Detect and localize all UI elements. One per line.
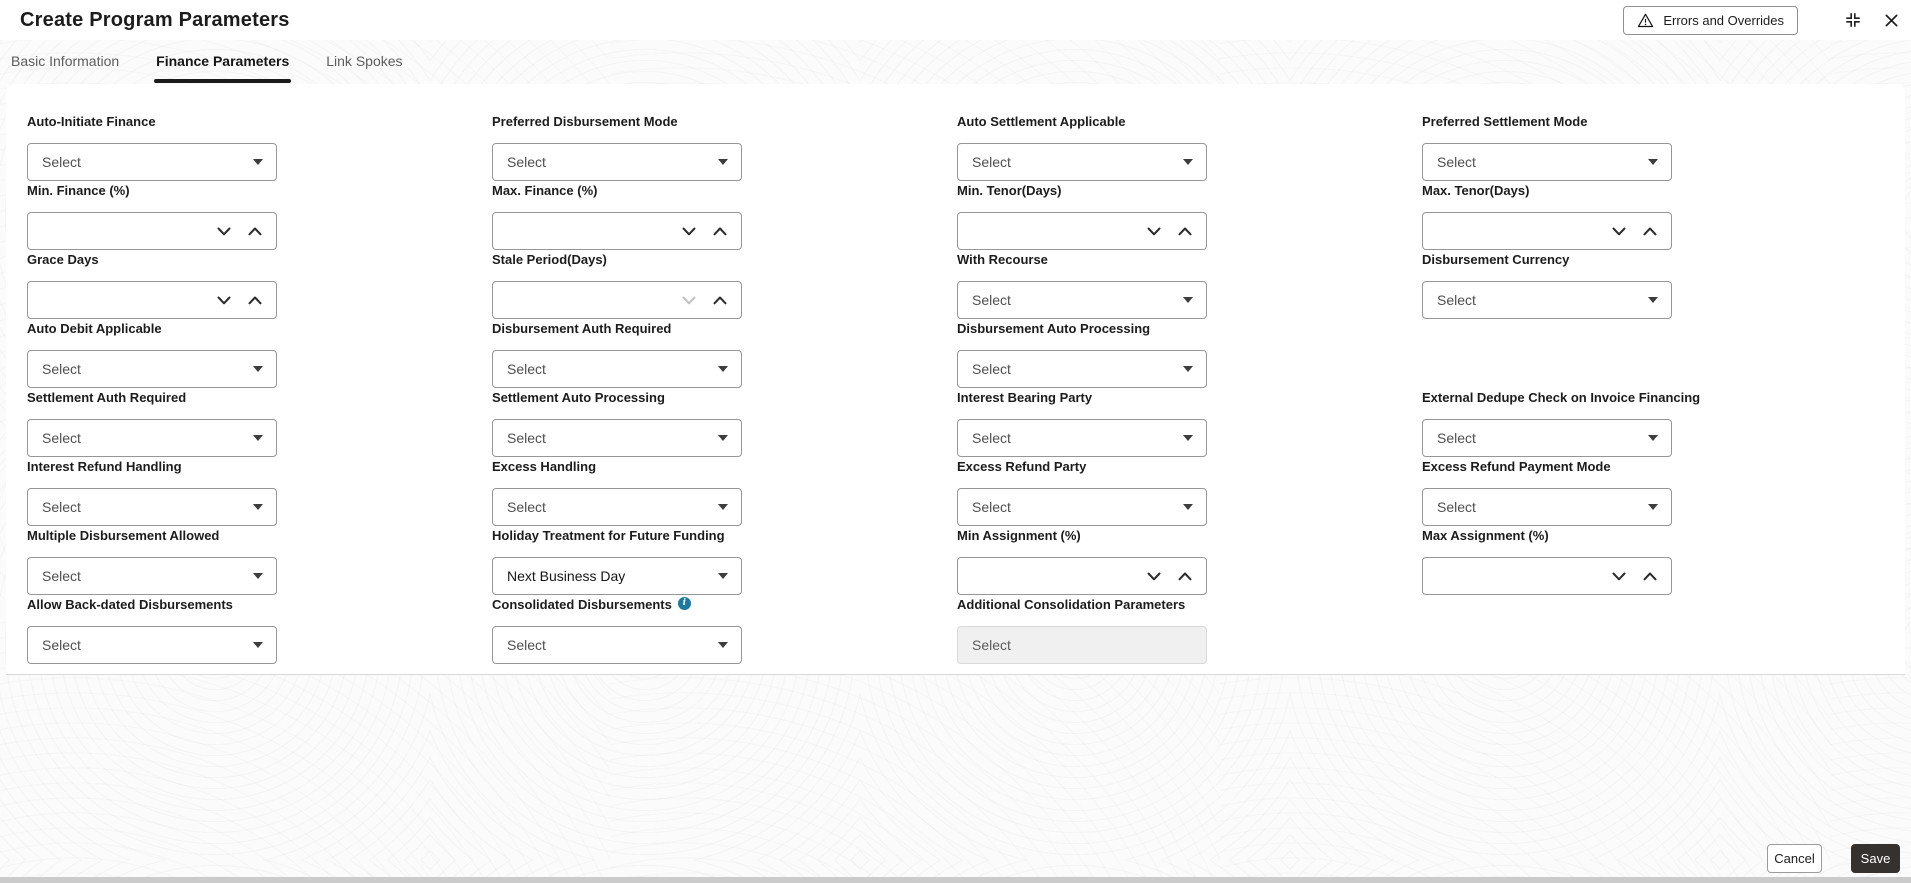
field-label-max-tenor-days: Max. Tenor(Days) <box>1422 183 1530 198</box>
dropdown-caret-icon <box>1183 159 1193 165</box>
field-value: Select <box>972 430 1011 446</box>
field-max-assignment <box>1422 528 1887 597</box>
field-label-disbursement-auth-required: Disbursement Auth Required <box>492 321 672 336</box>
field-excess-refund-payment-mode <box>1422 459 1887 528</box>
field-settlement-auto-processing <box>492 390 957 459</box>
dropdown-caret-icon <box>253 504 263 510</box>
max-tenor-days-spinner[interactable] <box>1422 212 1672 250</box>
dropdown-caret-icon <box>718 573 728 579</box>
spinner-buttons <box>682 282 727 318</box>
field-label-stale-period-days: Stale Period(Days) <box>492 252 607 267</box>
finance-parameters-panel <box>6 84 1905 675</box>
form-grid <box>27 114 1905 666</box>
spinner-increment-icon[interactable] <box>1643 572 1657 581</box>
field-label-min-assignment: Min Assignment (%) <box>957 528 1081 543</box>
field-value: Select <box>42 361 81 377</box>
field-label-excess-refund-party: Excess Refund Party <box>957 459 1087 474</box>
field-label-auto-debit-applicable: Auto Debit Applicable <box>27 321 162 336</box>
field-with-recourse <box>957 252 1422 321</box>
field-preferred-disbursement-mode <box>492 114 957 183</box>
field-auto-debit-applicable <box>27 321 492 390</box>
allow-back-dated-disbursements-dropdown[interactable] <box>27 626 277 664</box>
errors-button-label: Errors and Overrides <box>1663 12 1784 28</box>
auto-debit-applicable-dropdown[interactable] <box>27 350 277 388</box>
dropdown-caret-icon <box>1648 159 1658 165</box>
max-assignment-spinner[interactable] <box>1422 557 1672 595</box>
field-preferred-settlement-mode <box>1422 114 1887 183</box>
spinner-buttons <box>217 282 262 318</box>
interest-bearing-party-dropdown[interactable] <box>957 419 1207 457</box>
field-value: Select <box>507 430 546 446</box>
dropdown-caret-icon <box>1648 435 1658 441</box>
field-label-disbursement-currency: Disbursement Currency <box>1422 252 1570 267</box>
disbursement-auto-processing-dropdown[interactable] <box>957 350 1207 388</box>
excess-refund-payment-mode-dropdown[interactable] <box>1422 488 1672 526</box>
external-dedupe-check-on-invoice-financing-dropdown[interactable] <box>1422 419 1672 457</box>
field-label-grace-days: Grace Days <box>27 252 99 267</box>
stale-period-days-spinner[interactable] <box>492 281 742 319</box>
field-auto-settlement-applicable <box>957 114 1422 183</box>
dropdown-caret-icon <box>1183 504 1193 510</box>
page-title: Create Program Parameters <box>20 8 290 31</box>
empty-cell <box>1422 597 1887 666</box>
spinner-increment-icon[interactable] <box>713 227 727 236</box>
field-disbursement-auth-required <box>492 321 957 390</box>
field-grace-days <box>27 252 492 321</box>
spinner-buttons <box>1612 558 1657 594</box>
preferred-disbursement-mode-dropdown[interactable] <box>492 143 742 181</box>
preferred-settlement-mode-dropdown[interactable] <box>1422 143 1672 181</box>
field-value: Select <box>42 568 81 584</box>
spinner-decrement-icon[interactable] <box>1612 572 1626 581</box>
auto-initiate-finance-dropdown[interactable] <box>27 143 277 181</box>
with-recourse-dropdown[interactable] <box>957 281 1207 319</box>
field-value: Select <box>42 430 81 446</box>
field-max-tenor-days <box>1422 183 1887 252</box>
field-value: Select <box>42 499 81 515</box>
field-label-interest-bearing-party: Interest Bearing Party <box>957 390 1093 405</box>
field-auto-initiate-finance <box>27 114 492 183</box>
cancel-button[interactable]: Cancel <box>1767 844 1822 873</box>
field-label-auto-settlement-applicable: Auto Settlement Applicable <box>957 114 1126 129</box>
field-value: Select <box>507 637 546 653</box>
field-value: Select <box>972 637 1011 653</box>
field-value: Select <box>972 154 1011 170</box>
field-excess-refund-party <box>957 459 1422 528</box>
dropdown-caret-icon <box>1183 297 1193 303</box>
spinner-decrement-icon[interactable] <box>682 296 696 305</box>
empty-cell <box>1422 321 1887 390</box>
spinner-buttons <box>1147 213 1192 249</box>
field-value: Select <box>1437 430 1476 446</box>
close-icon[interactable] <box>1884 13 1899 28</box>
field-disbursement-currency <box>1422 252 1887 321</box>
spinner-decrement-icon[interactable] <box>1612 227 1626 236</box>
field-min-tenor-days <box>957 183 1422 252</box>
holiday-treatment-for-future-funding-dropdown[interactable] <box>492 557 742 595</box>
dropdown-caret-icon <box>718 159 728 165</box>
spinner-increment-icon[interactable] <box>1178 227 1192 236</box>
spinner-increment-icon[interactable] <box>1643 227 1657 236</box>
field-value: Select <box>507 154 546 170</box>
field-label-external-dedupe-check-on-invoice-financing: External Dedupe Check on Invoice Financing <box>1422 390 1701 405</box>
header <box>0 0 1911 40</box>
dropdown-caret-icon <box>253 573 263 579</box>
field-label-excess-handling: Excess Handling <box>492 459 597 474</box>
errors-and-overrides-button[interactable] <box>1623 6 1798 35</box>
spinner-increment-icon[interactable] <box>713 296 727 305</box>
save-button[interactable]: Save <box>1851 844 1900 873</box>
spinner-decrement-icon[interactable] <box>1147 227 1161 236</box>
field-label-with-recourse: With Recourse <box>957 252 1048 267</box>
field-multiple-disbursement-allowed <box>27 528 492 597</box>
spinner-buttons <box>1612 213 1657 249</box>
header-actions <box>1623 6 1911 35</box>
disbursement-currency-dropdown[interactable] <box>1422 281 1672 319</box>
field-value: Select <box>507 499 546 515</box>
field-value: Select <box>972 499 1011 515</box>
collapse-icon[interactable] <box>1844 11 1862 29</box>
multiple-disbursement-allowed-dropdown[interactable] <box>27 557 277 595</box>
spinner-decrement-icon[interactable] <box>217 296 231 305</box>
consolidated-disbursements-dropdown[interactable] <box>492 626 742 664</box>
warning-triangle-icon <box>1637 12 1654 29</box>
dropdown-caret-icon <box>718 366 728 372</box>
spinner-buttons <box>217 213 262 249</box>
spinner-increment-icon[interactable] <box>1178 572 1192 581</box>
field-additional-consolidation-parameters <box>957 597 1422 666</box>
field-stale-period-days <box>492 252 957 321</box>
footer-actions <box>1767 844 1900 873</box>
spinner-increment-icon[interactable] <box>248 227 262 236</box>
settlement-auth-required-dropdown[interactable] <box>27 419 277 457</box>
min-assignment-spinner[interactable] <box>957 557 1207 595</box>
field-value: Select <box>507 361 546 377</box>
field-label-min-finance: Min. Finance (%) <box>27 183 130 198</box>
auto-settlement-applicable-dropdown[interactable] <box>957 143 1207 181</box>
grace-days-spinner[interactable] <box>27 281 277 319</box>
field-label-preferred-disbursement-mode: Preferred Disbursement Mode <box>492 114 678 129</box>
spinner-decrement-icon[interactable] <box>217 227 231 236</box>
field-settlement-auth-required <box>27 390 492 459</box>
dropdown-caret-icon <box>253 159 263 165</box>
field-value: Select <box>1437 292 1476 308</box>
tab-link-spokes[interactable]: Link Spokes <box>326 53 403 69</box>
max-finance-spinner[interactable] <box>492 212 742 250</box>
spinner-decrement-icon[interactable] <box>682 227 696 236</box>
tabbar <box>0 40 1911 84</box>
field-min-finance <box>27 183 492 252</box>
dropdown-caret-icon <box>718 642 728 648</box>
field-label-holiday-treatment-for-future-funding: Holiday Treatment for Future Funding <box>492 528 725 543</box>
field-interest-bearing-party <box>957 390 1422 459</box>
field-label-settlement-auth-required: Settlement Auth Required <box>27 390 187 405</box>
field-label-max-finance: Max. Finance (%) <box>492 183 598 198</box>
dropdown-caret-icon <box>1648 504 1658 510</box>
field-external-dedupe-check-on-invoice-financing <box>1422 390 1887 459</box>
field-label-min-tenor-days: Min. Tenor(Days) <box>957 183 1062 198</box>
field-label-settlement-auto-processing: Settlement Auto Processing <box>492 390 665 405</box>
field-label-excess-refund-payment-mode: Excess Refund Payment Mode <box>1422 459 1611 474</box>
field-consolidated-disbursements <box>492 597 957 666</box>
field-value: Select <box>972 361 1011 377</box>
tab-basic-information[interactable]: Basic Information <box>11 53 120 69</box>
spinner-decrement-icon[interactable] <box>1147 572 1161 581</box>
min-tenor-days-spinner[interactable] <box>957 212 1207 250</box>
spinner-buttons <box>682 213 727 249</box>
field-max-finance <box>492 183 957 252</box>
settlement-auto-processing-dropdown[interactable] <box>492 419 742 457</box>
excess-handling-dropdown[interactable] <box>492 488 742 526</box>
field-label-multiple-disbursement-allowed: Multiple Disbursement Allowed <box>27 528 220 543</box>
field-label-max-assignment: Max Assignment (%) <box>1422 528 1549 543</box>
info-icon[interactable]: i <box>678 597 691 610</box>
field-value: Select <box>1437 499 1476 515</box>
excess-refund-party-dropdown[interactable] <box>957 488 1207 526</box>
disbursement-auth-required-dropdown[interactable] <box>492 350 742 388</box>
field-value: Select <box>972 292 1011 308</box>
field-value: Select <box>1437 154 1476 170</box>
spinner-buttons <box>1147 558 1192 594</box>
dropdown-caret-icon <box>1183 366 1193 372</box>
dropdown-caret-icon <box>718 435 728 441</box>
field-value: Select <box>42 154 81 170</box>
field-holiday-treatment-for-future-funding <box>492 528 957 597</box>
field-disbursement-auto-processing <box>957 321 1422 390</box>
field-label-additional-consolidation-parameters: Additional Consolidation Parameters <box>957 597 1186 612</box>
dropdown-caret-icon <box>253 366 263 372</box>
spinner-increment-icon[interactable] <box>248 296 262 305</box>
field-excess-handling <box>492 459 957 528</box>
field-label-interest-refund-handling: Interest Refund Handling <box>27 459 182 474</box>
tab-finance-parameters[interactable]: Finance Parameters <box>154 40 291 84</box>
field-interest-refund-handling <box>27 459 492 528</box>
field-allow-back-dated-disbursements <box>27 597 492 666</box>
dropdown-caret-icon <box>1648 297 1658 303</box>
dropdown-caret-icon <box>253 642 263 648</box>
field-label-preferred-settlement-mode: Preferred Settlement Mode <box>1422 114 1588 129</box>
field-value: Next Business Day <box>507 568 626 584</box>
field-label-auto-initiate-finance: Auto-Initiate Finance <box>27 114 156 129</box>
horizontal-scrollbar[interactable] <box>0 877 1911 883</box>
field-value: Select <box>42 637 81 653</box>
dropdown-caret-icon <box>1183 435 1193 441</box>
field-label-consolidated-disbursements: Consolidated Disbursements <box>492 597 672 612</box>
field-label-disbursement-auto-processing: Disbursement Auto Processing <box>957 321 1151 336</box>
dropdown-caret-icon <box>253 435 263 441</box>
dropdown-caret-icon <box>718 504 728 510</box>
min-finance-spinner[interactable] <box>27 212 277 250</box>
additional-consolidation-parameters-dropdown <box>957 626 1207 664</box>
interest-refund-handling-dropdown[interactable] <box>27 488 277 526</box>
field-label-allow-back-dated-disbursements: Allow Back-dated Disbursements <box>27 597 233 612</box>
field-min-assignment <box>957 528 1422 597</box>
